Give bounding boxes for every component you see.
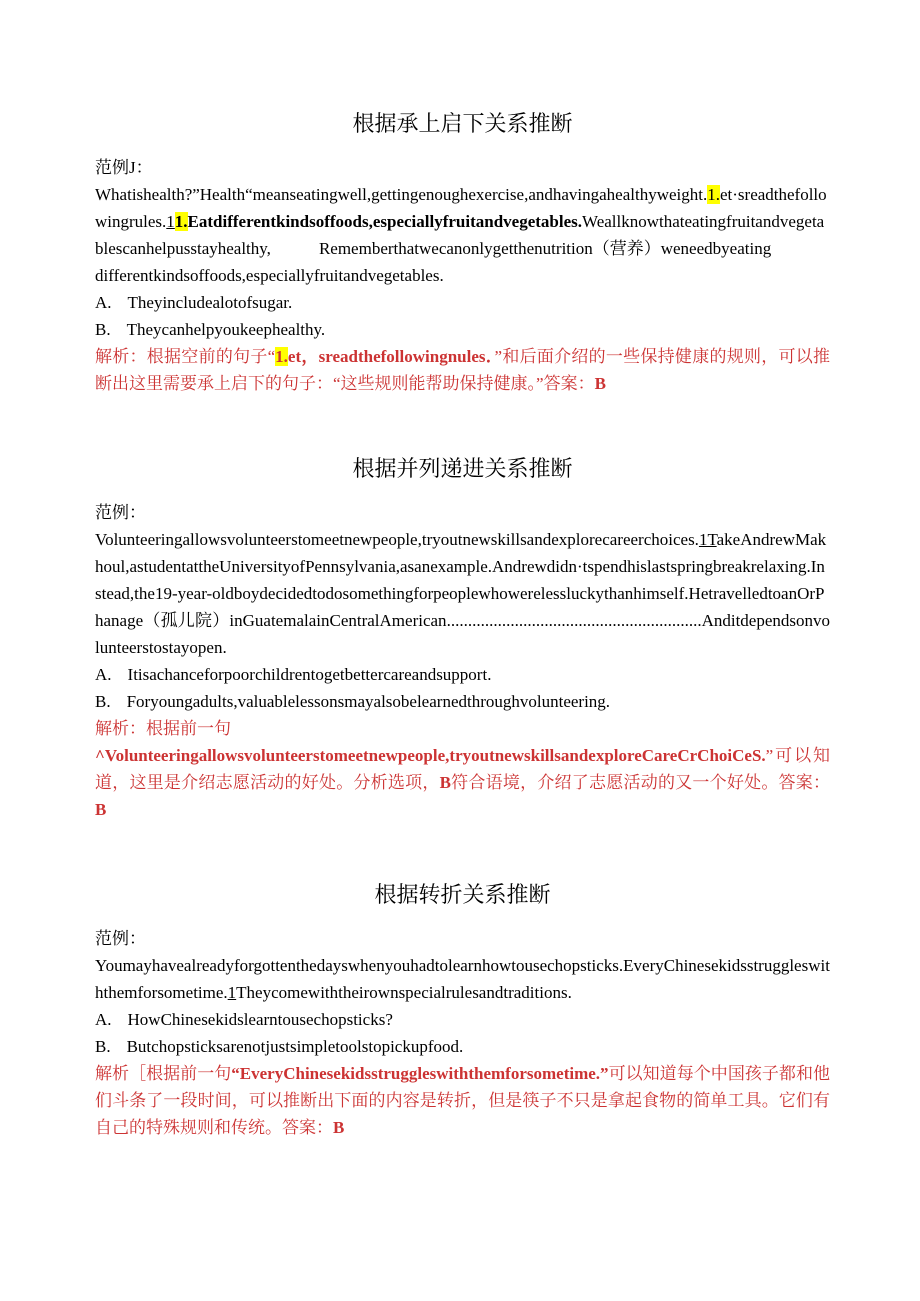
text-run: 1 <box>227 983 237 1002</box>
section-title: 根据并列递进关系推断 <box>352 456 573 481</box>
text-run: ............................................................ <box>446 611 702 630</box>
option-row <box>95 289 830 316</box>
option-label: B. <box>95 1037 111 1056</box>
example-label: 范例： <box>95 929 146 948</box>
example-label: 范例： <box>95 503 146 522</box>
option-text: Itisachanceforpoorchildrentogetbettercareandsupport. <box>127 665 492 684</box>
option-text: Theycanhelpyoukeephealthy. <box>126 320 326 339</box>
text-run: 1T <box>698 530 717 549</box>
option-text: Butchopsticksarenotjustsimpletoolstopickupfood. <box>126 1037 464 1056</box>
text-run: ^Volunteeringallowsvolunteerstomeetnewpeople,tryoutnewskillsandexploreCareCrChoiCeS. <box>95 746 766 765</box>
text-run: 1. <box>275 347 288 366</box>
passage-text <box>95 526 830 661</box>
option-label: A. <box>95 1010 112 1029</box>
option-text: HowChinesekidslearntousechopsticks? <box>127 1010 393 1029</box>
text-run: B <box>594 374 606 393</box>
text-run: 符合语境，介绍了志愿活动的又一个好处。答案： <box>450 773 831 792</box>
analysis-text <box>95 343 830 397</box>
example-label: 范例J： <box>95 158 153 177</box>
option-row <box>95 1006 830 1033</box>
text-run: 1 <box>166 212 175 231</box>
text-run: Rememberthatwecanonlygetthenutrition（营养）weneedbyeating <box>318 239 772 258</box>
text-run: ”可以知道，这里是介绍志愿活动的好处。分析选项， <box>95 746 830 792</box>
section-inference-parallel-progressive <box>95 453 830 823</box>
section-title: 根据转折关系推断 <box>374 882 551 907</box>
text-run: 可以知道每个中国孩子都和他们斗条了一段时间，可以推断出下面的内容是转折，但是筷子不只是拿起食物的简单工具。它们有自己的特殊规则和传统。答案： <box>95 1064 831 1137</box>
text-run: 解析［根据前一句 <box>95 1064 232 1083</box>
text-run: et，sreadthefollowingnules． <box>287 347 495 366</box>
text-run: Eatdifferentkindsoffoods,especiallyfruitandvegetables. <box>187 212 583 231</box>
text-run: Volunteeringallowsvolunteerstomeetnewpeople,tryoutnewskillsandexplorecareerchoices. <box>95 530 699 549</box>
option-label: A. <box>95 665 112 684</box>
text-run: Weallknowthateatingfruitandvegetablescanhelpusstayhealthy, <box>95 212 825 258</box>
option-text: Theyincludealotofsugar. <box>127 293 293 312</box>
passage-text <box>95 952 830 1006</box>
option-label: A. <box>95 293 112 312</box>
analysis-text <box>95 1060 830 1141</box>
text-run: 1. <box>174 212 188 231</box>
option-row <box>95 688 830 715</box>
text-run: “EveryChinesekidsstruggleswiththemforsometime.” <box>231 1064 609 1083</box>
text-run: B <box>439 773 451 792</box>
section-inference-transition-sentence <box>95 108 830 397</box>
option-row <box>95 316 830 343</box>
text-run: B <box>95 800 107 819</box>
option-label: B. <box>95 320 111 339</box>
section-title: 根据承上启下关系推断 <box>352 111 573 136</box>
analysis-text <box>95 715 830 823</box>
text-run: akeAndrewMakhoul,astudentattheUniversityofPennsylvania,asanexample.Andrewdidn·tspendhislastspringbreakrelaxing.Instead,the19-year-oldboydecidedtodosomethingforpeoplewhowerelessluckythanhimself.HetravelledtoanOrPhanage（孤儿院）inGuatemalainCentralAmerican <box>95 530 827 630</box>
text-run: Anditdependsonvolunteerstostayopen. <box>95 611 830 657</box>
text-run: differentkindsoffoods,especiallyfruitandvegetables. <box>95 266 444 285</box>
option-text: Foryoungadults,valuablelessonsmayalsobelearnedthroughvolunteering. <box>126 692 611 711</box>
text-run: 解析：根据前一句 <box>95 719 231 738</box>
text-run: 解析：根据空前的句子“ <box>95 347 276 366</box>
text-run: Youmayhavealreadyforgottenthedayswhenyouhadtolearnhowtousechopsticks.EveryChinesekidsstruggleswiththemforsometime. <box>95 956 830 1002</box>
text-run: 1. <box>707 185 720 204</box>
text-run: Whatishealth?”Health“meanseatingwell,gettingenoughexercise,andhavingahealthyweight. <box>95 185 708 204</box>
passage-text <box>95 181 830 289</box>
option-label: B. <box>95 692 111 711</box>
text-run: B <box>333 1118 345 1137</box>
option-row <box>95 661 830 688</box>
section-inference-contrast <box>95 879 830 1141</box>
text-run: Theycomewiththeirownspecialrulesandtraditions. <box>236 983 572 1002</box>
text-run: ”和后面介绍的一些保持健康的规则，可以推断出这里需要承上启下的句子：“这些规则能帮助保持健康。”答案： <box>95 347 831 393</box>
text-run: et·sreadthefollowingrules. <box>95 185 827 231</box>
option-row <box>95 1033 830 1060</box>
